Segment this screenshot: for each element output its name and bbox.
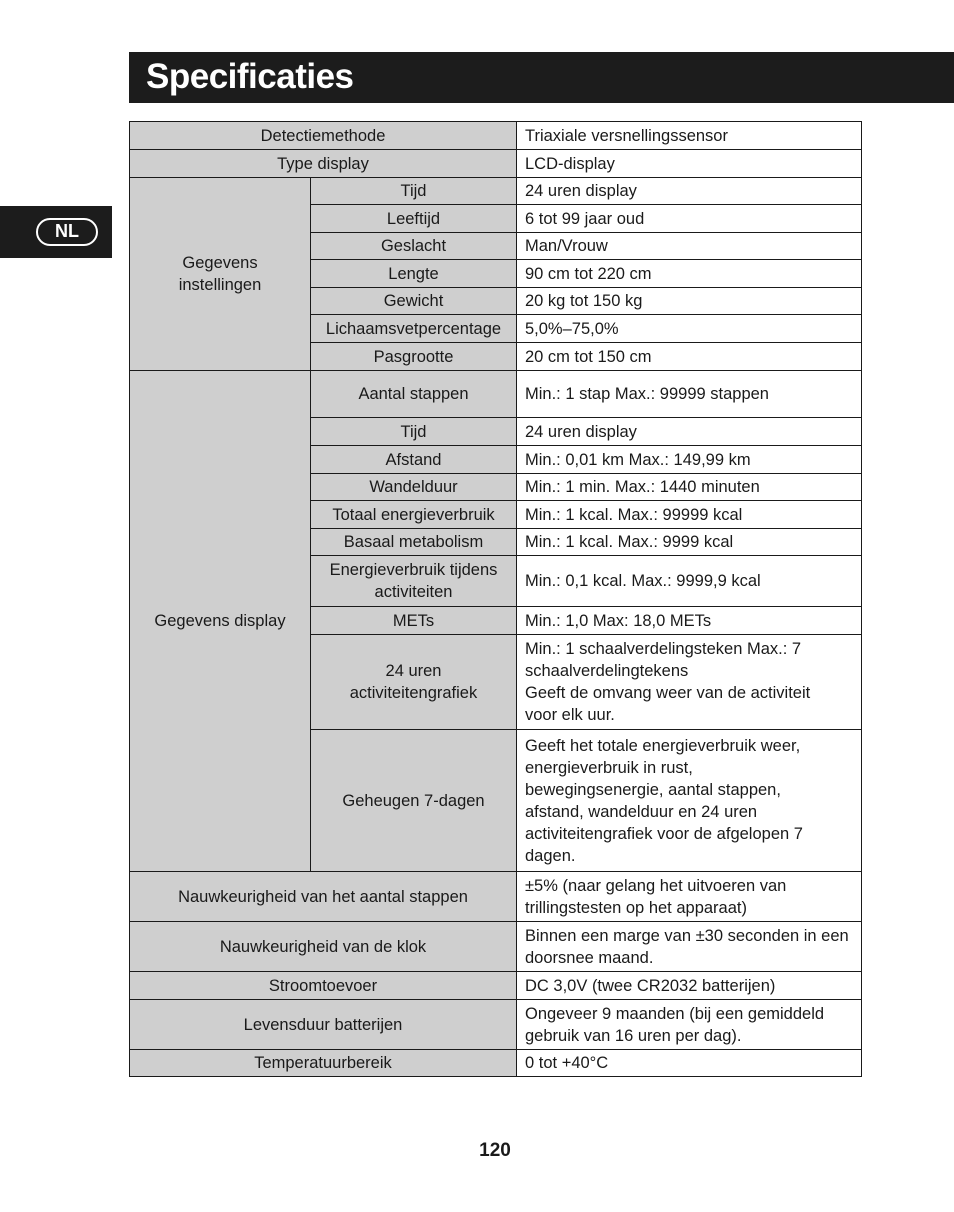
- table-row: [130, 1050, 862, 1077]
- table-row: [130, 150, 862, 178]
- spec-label: Nauwkeurigheid van het aantal stappen: [130, 872, 517, 922]
- language-tab: [0, 206, 112, 258]
- spec-label: Basaal metabolism: [311, 529, 517, 556]
- spec-value: Triaxiale versnellingssensor: [517, 122, 862, 150]
- spec-label: [311, 556, 517, 607]
- spec-label: Temperatuurbereik: [130, 1050, 517, 1077]
- table-row: [130, 872, 862, 922]
- spec-label: [311, 635, 517, 730]
- table-row: [130, 1000, 862, 1050]
- spec-label: Pasgrootte: [311, 343, 517, 371]
- spec-label: Tijd: [311, 418, 517, 446]
- spec-value: Min.: 1 kcal. Max.: 99999 kcal: [517, 501, 862, 529]
- spec-value: 20 kg tot 150 kg: [517, 288, 862, 315]
- spec-value: Min.: 1 schaalverdelingsteken Max.: 7 schaalverdelingtekens Geeft de omvang weer van de activiteit voor elk uur.: [517, 635, 862, 730]
- table-row: [130, 922, 862, 972]
- group-label-text: Gegevens instellingen: [178, 254, 262, 294]
- spec-value: 24 uren display: [517, 418, 862, 446]
- table-row: [130, 972, 862, 1000]
- table-row: [130, 371, 862, 418]
- spec-value: Binnen een marge van ±30 seconden in een doorsnee maand.: [517, 922, 862, 972]
- spec-label: Wandelduur: [311, 474, 517, 501]
- specifications-table: [129, 121, 862, 1077]
- spec-value: LCD-display: [517, 150, 862, 178]
- spec-label: Geheugen 7-dagen: [311, 730, 517, 872]
- spec-label: Aantal stappen: [311, 371, 517, 418]
- spec-value: 90 cm tot 220 cm: [517, 260, 862, 288]
- table-row: [130, 122, 862, 150]
- spec-value: Geeft het totale energieverbruik weer, energieverbruik in rust, bewegingsenergie, aantal stappen, afstand, wandelduur en 24 uren activiteitengrafiek voor de afgelopen 7 dagen.: [517, 730, 862, 872]
- spec-label: Leeftijd: [311, 205, 517, 233]
- spec-value: 5,0%–75,0%: [517, 315, 862, 343]
- spec-label: Afstand: [311, 446, 517, 474]
- spec-value: DC 3,0V (twee CR2032 batterijen): [517, 972, 862, 1000]
- spec-value: 6 tot 99 jaar oud: [517, 205, 862, 233]
- spec-value: Min.: 1 min. Max.: 1440 minuten: [517, 474, 862, 501]
- spec-value: Min.: 1 stap Max.: 99999 stappen: [517, 371, 862, 418]
- page-header: [129, 52, 954, 103]
- spec-value: 20 cm tot 150 cm: [517, 343, 862, 371]
- language-badge: NL: [36, 218, 98, 246]
- spec-label: Tijd: [311, 178, 517, 205]
- spec-label: Nauwkeurigheid van de klok: [130, 922, 517, 972]
- spec-label-text: 24 uren activiteitengrafiek: [349, 662, 478, 702]
- spec-label: Lengte: [311, 260, 517, 288]
- spec-label: Type display: [130, 150, 517, 178]
- spec-label: Gewicht: [311, 288, 517, 315]
- spec-label: Stroomtoevoer: [130, 972, 517, 1000]
- spec-value: Min.: 0,01 km Max.: 149,99 km: [517, 446, 862, 474]
- spec-value: Man/Vrouw: [517, 233, 862, 260]
- spec-value: 24 uren display: [517, 178, 862, 205]
- spec-value: 0 tot +40°C: [517, 1050, 862, 1077]
- spec-label: METs: [311, 607, 517, 635]
- table-row: [130, 178, 862, 205]
- spec-label: Geslacht: [311, 233, 517, 260]
- spec-label: Detectiemethode: [130, 122, 517, 150]
- spec-label: Levensduur batterijen: [130, 1000, 517, 1050]
- page-title: Specificaties: [146, 57, 354, 96]
- spec-value: ±5% (naar gelang het uitvoeren van trillingstesten op het apparaat): [517, 872, 862, 922]
- spec-label: Totaal energieverbruik: [311, 501, 517, 529]
- spec-value: Min.: 1,0 Max: 18,0 METs: [517, 607, 862, 635]
- page-number: 120: [479, 1140, 511, 1161]
- spec-group-label: [130, 178, 311, 371]
- spec-value: Min.: 1 kcal. Max.: 9999 kcal: [517, 529, 862, 556]
- spec-value: Ongeveer 9 maanden (bij een gemiddeld gebruik van 16 uren per dag).: [517, 1000, 862, 1050]
- spec-label: Lichaamsvetpercentage: [311, 315, 517, 343]
- spec-label-text: Energieverbruik tijdens activiteiten: [329, 561, 498, 601]
- spec-group-label: Gegevens display: [130, 371, 311, 872]
- spec-value: Min.: 0,1 kcal. Max.: 9999,9 kcal: [517, 556, 862, 607]
